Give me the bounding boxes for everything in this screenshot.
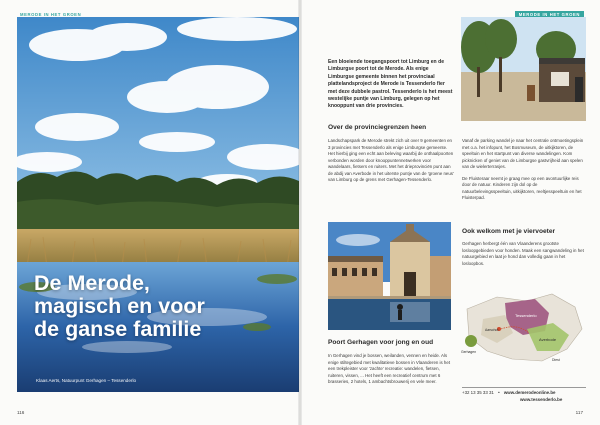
- page-number-right: 117: [575, 410, 583, 415]
- paragraph: Landschapspark de Merode strekt zich uit over 9 gemeenten en 3 provincies met Tessenderlo als enige Limburgse gemeente. Het hierbij ging een echt aan beleving waarbij de onthaalpoorten verbonden worden door knooppuntennetwerken voor wandelaars, fietsers en ruiters. Met het drieprovinciën punt aan de abdij van Averbode in het uiterste puntje van de 'groene neus' van Limburg op de grens met Gerhagen-Tessenderlo.: [328, 138, 454, 182]
- contact-url-merode[interactable]: www.demerodeonline.be: [503, 390, 556, 395]
- section-body-gerhagen: [328, 353, 454, 391]
- contact-url-tessenderlo[interactable]: www.tessenderlo.be: [520, 396, 563, 402]
- section-body-provinces-col2: [462, 138, 586, 207]
- section-heading-gerhagen: Poort Gerhagen voor jong en oud: [328, 339, 434, 346]
- contact-info: [462, 390, 562, 403]
- region-map: [457, 289, 587, 369]
- paragraph: Vanaf de parking wandel je naar het centrale ontmoetingsplein met o.a. het infopunt, het Bosmuseum, de uitkijktoren, de speeltuin en het startpunt van diverse wandelingen. Kom picknicken of geniet van de Limburgse gastvrijheid aan spelen van de wielerterrasjes.: [462, 138, 584, 169]
- intro-paragraph: Een bloeiende toegangspoort tot Limburg en de Limburgse poort tot de Merode. Als enige Limburgse gemeente binnen het provinciaal plattelandsproject de Merode is Tessenderlo fier met deze dubbele pastrol. Tessenderlo is het meest westelijke puntje van Limburg, gelegen op het knooppunt van drie provincies.: [328, 59, 453, 110]
- contact-divider: [462, 387, 586, 388]
- map-label-diest: Diest: [552, 358, 560, 362]
- contact-phone: +32 13 35 33 31: [462, 390, 494, 395]
- bullet-separator: •: [498, 390, 500, 395]
- page-number-left: 116: [17, 410, 25, 415]
- section-label-right: MERODE IN HET GROEN: [515, 11, 584, 18]
- section-heading-dogs: Ook welkom met je viervoeter: [462, 228, 556, 235]
- map-label-aarschot: Aarschot: [485, 328, 499, 332]
- paragraph: Gerhagen herbergt één van Vlaanderens grootste losloopgebieden voor honden. Maak een sangwandeling in het natuurgebied en laat je hond dan volledig gaan in het losloopbos.: [462, 241, 584, 266]
- visitor-center-photo: [461, 17, 586, 121]
- section-body-provinces: [328, 138, 454, 189]
- abbey-image: [328, 222, 451, 330]
- paragraph: De Fluisteraar neemt je graag mee op een avontuurlijke reis door de natuur. Kinderen zijn dol op de natuurbelevingsspeeltuin, uitkijktoren, reeltjesspeeltuin en het Fluisterpad.: [462, 175, 582, 200]
- merode-region-map-image: [457, 289, 587, 369]
- paragraph: In Gerhagen vind je bossen, weilanden, vennen en heide. Als enige stiltegebied met kwalitatieve bossen in Vlaanderen is het een trekpleister voor 'zachte' recreatie: wandelen, fietsen, ruiteren, vissen, ... Het heeft een recreatief centrum met 6 brasseries, 2 hotels, 1 ambachtsbrouwerij en vele meer.: [328, 353, 451, 384]
- spread-gutter: [298, 0, 302, 425]
- abbey-photo: [328, 222, 451, 330]
- map-label-tessenderlo: Tessenderlo: [515, 313, 537, 318]
- section-label-left: MERODE IN HET GROEN: [20, 12, 82, 17]
- photo-credit: Klaas Aerts, Natuurpunt Gerhagen – Tessenderlo: [36, 378, 137, 383]
- hero-title-line-3: de ganse familie: [34, 317, 202, 341]
- visitor-center-image: [461, 17, 586, 121]
- section-body-dogs: [462, 241, 586, 272]
- hero-title-line-2: magisch en voor: [34, 294, 205, 318]
- hero-title: [34, 272, 284, 341]
- section-heading-provinces: Over de provinciegrenzen heen: [328, 124, 427, 131]
- map-label-gerhagen: Gerhagen: [461, 350, 477, 354]
- map-label-averbode: Averbode: [539, 337, 557, 342]
- hero-title-line-1: De Merode,: [34, 271, 150, 295]
